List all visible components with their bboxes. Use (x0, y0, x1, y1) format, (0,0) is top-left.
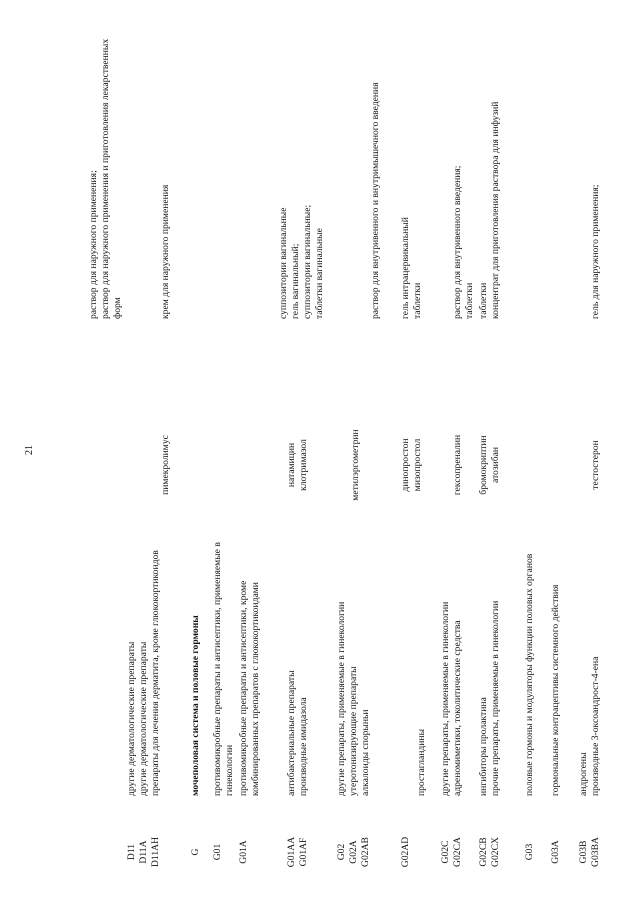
dosage-form: гель для наружного применения; (590, 184, 601, 319)
group-name: простагландины (416, 728, 427, 796)
drug-name: динопростон (400, 438, 411, 492)
group-name: утеротонизирующие препараты (348, 666, 359, 796)
group-name-cell (336, 541, 372, 796)
atc-code: G01 (212, 843, 223, 861)
atc-code: G03BA (590, 837, 601, 867)
dosage-form: таблетки (464, 282, 475, 319)
dosage-form: суппозитории вагинальные; (302, 204, 313, 319)
drug-name: бромокриптин (478, 435, 489, 495)
dosage-form: гель вагинальный; (290, 243, 301, 319)
atc-code-cell (400, 819, 412, 885)
drug-name-cell (478, 360, 502, 570)
drug-name: атозибан (490, 446, 501, 484)
dosage-form: раствор для наружного применения и приготовления лекарственных форм (100, 38, 123, 319)
dosage-form: крем для наружного применения (160, 184, 171, 319)
drug-name-cell (452, 360, 464, 570)
atc-code-cell (478, 819, 502, 885)
atc-code: G03 (524, 843, 535, 861)
dosage-form-cell (590, 17, 602, 319)
atc-code: G02A (348, 840, 359, 864)
dosage-form-cell (400, 17, 424, 319)
atc-code: G (190, 848, 201, 856)
group-name: антибактериальные препараты (286, 670, 297, 796)
drug-name-cell (160, 360, 172, 570)
group-name-cell (524, 541, 536, 796)
atc-code-cell (336, 819, 372, 885)
drug-name: гексопреналин (452, 434, 463, 496)
atc-code-cell (286, 819, 310, 885)
group-name: мочеполовая система и половые гормоны (190, 615, 201, 796)
dosage-form-cell (478, 17, 502, 319)
group-name-cell (190, 541, 202, 796)
drug-name: тестостерон (590, 440, 601, 490)
dosage-form-cell (370, 17, 382, 319)
atc-code: G02C (440, 840, 451, 864)
drug-name: мизопростол (412, 438, 423, 492)
group-name: другие дерматологические препараты (138, 641, 149, 796)
group-name: половые гормоны и модуляторы функции половых органов (524, 553, 535, 796)
dosage-form-cell (160, 17, 172, 319)
group-name-cell (440, 541, 464, 796)
group-name-cell (286, 541, 310, 796)
drug-name: клотримазол (298, 439, 309, 491)
group-name-cell (578, 541, 602, 796)
group-name-cell (238, 541, 262, 796)
atc-code-cell (190, 819, 202, 885)
group-name: андрогены (578, 752, 589, 796)
atc-code-cell (440, 819, 464, 885)
group-name: противомикробные препараты и антисептики, кроме комбинированных препаратов с глюкокортикоидами (238, 580, 261, 796)
page-number: 21 (24, 445, 35, 455)
atc-code-cell (126, 819, 162, 885)
group-name: гормональные контрацептивы системного действия (550, 584, 561, 796)
dosage-form: раствор для внутривенного и внутримышечного введения (370, 82, 381, 319)
group-name-cell (550, 541, 562, 796)
dosage-form-cell (88, 17, 124, 319)
atc-code-cell (238, 819, 250, 885)
atc-code-cell (524, 819, 536, 885)
atc-code: D11A (138, 840, 149, 864)
dosage-form: раствор для внутривенного введения; (452, 165, 463, 319)
group-name: препараты для лечения дерматита, кроме глюкокортикоидов (150, 550, 161, 796)
atc-code: D11AH (150, 836, 161, 868)
drug-name: пимекролимус (160, 435, 171, 495)
group-name: прочие препараты, применяемые в гинекологии (490, 600, 501, 796)
dosage-form: раствор для наружного применения; (88, 170, 99, 319)
drug-name-cell (350, 360, 362, 570)
drug-name-cell (400, 360, 424, 570)
group-name-cell (416, 541, 428, 796)
group-name-cell (478, 541, 502, 796)
drug-name-cell (286, 360, 310, 570)
group-name: ингибиторы пролактина (478, 697, 489, 796)
atc-code: D11 (126, 843, 137, 861)
atc-code-cell (550, 819, 562, 885)
atc-code: G02CB (478, 837, 489, 867)
atc-code: G01AF (298, 837, 309, 867)
dosage-form: суппозитории вагинальные (278, 207, 289, 319)
atc-code: G01A (238, 840, 249, 864)
dosage-form-cell (278, 17, 326, 319)
atc-code: G02AD (400, 836, 411, 868)
atc-code-cell (212, 819, 224, 885)
dosage-form: таблетки вагинальные (314, 228, 325, 319)
atc-code-cell (578, 819, 602, 885)
drug-name-cell (590, 360, 602, 570)
group-name: другие препараты, применяемые в гинекологии (336, 601, 347, 796)
dosage-form: таблетки (412, 282, 423, 319)
atc-code: G02CA (452, 837, 463, 867)
group-name-cell (212, 541, 236, 796)
atc-code: G02 (336, 843, 347, 861)
atc-code: G03B (578, 840, 589, 864)
drug-name: метилэргометрин (350, 429, 361, 501)
group-name: алкалоиды спорыньи (360, 709, 371, 796)
atc-code: G02AB (360, 837, 371, 867)
group-name: адреномиметики, токолитические средства (452, 620, 463, 796)
atc-code: G02CX (490, 837, 501, 867)
group-name-cell (126, 541, 162, 796)
group-name: противомикробные препараты и антисептики, применяемые в гинекологии (212, 542, 235, 796)
group-name: другие препараты, применяемые в гинекологии (440, 601, 451, 796)
atc-code: G03A (550, 840, 561, 864)
dosage-form: концентрат для приготовления раствора для инфузий (490, 101, 501, 319)
dosage-form: гель интрацервикальный (400, 217, 411, 319)
group-name: производные 3-оксоандрост-4-ена (590, 656, 601, 796)
group-name: другие дерматологические препараты (126, 641, 137, 796)
group-name: производные имидазола (298, 697, 309, 796)
atc-code: G01AA (286, 836, 297, 868)
dosage-form-cell (452, 17, 476, 319)
drug-name: натамицин (286, 442, 297, 488)
dosage-form: таблетки (478, 282, 489, 319)
